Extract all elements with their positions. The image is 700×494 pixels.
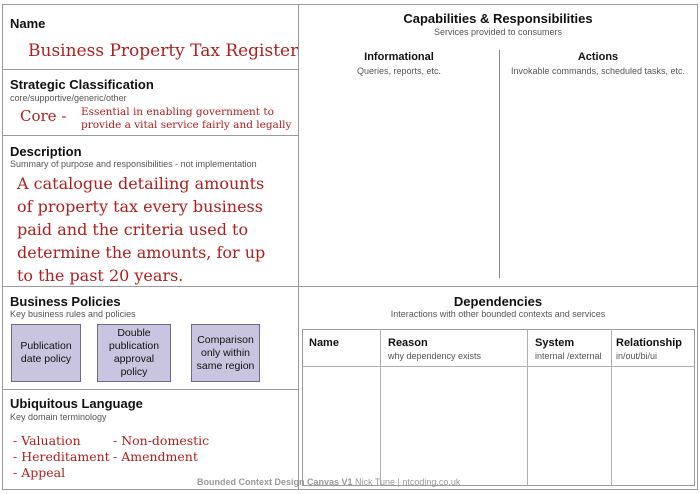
language-term: - Appeal (13, 465, 66, 480)
actions-heading: Actions (577, 51, 619, 63)
description-line: A catalogue detailing amounts (17, 174, 265, 193)
name-heading: Name (10, 16, 46, 31)
dependencies-heading: Dependencies (453, 294, 543, 309)
strategic-heading: Strategic Classification (10, 77, 154, 92)
capabilities-section (298, 4, 698, 287)
informational-heading: Informational (364, 51, 434, 63)
column-header-reason: Reason (388, 337, 428, 349)
footer-title: Bounded Context Design Canvas V1 (197, 477, 353, 487)
column-sub-relationship: in/out/bi/ui (616, 351, 658, 361)
language-term: - Non-domestic (113, 433, 210, 448)
policy-note: Double publication approval policy (97, 324, 171, 382)
dependencies-column-divider (611, 329, 612, 486)
column-sub-reason: why dependency exists (388, 351, 482, 361)
policies-subtitle: Key business rules and policies (10, 309, 136, 319)
capabilities-heading: Capabilities & Responsibilities (403, 11, 593, 26)
dependencies-header-divider (302, 366, 695, 367)
dependencies-subtitle: Interactions with other bounded contexts and services (390, 309, 606, 319)
description-line: determine the amounts, for up (17, 243, 266, 262)
footer-credit (197, 477, 460, 487)
policy-note: Comparison only within same region (191, 324, 260, 382)
policy-note: Publication date policy (11, 324, 81, 382)
description-heading: Description (10, 144, 82, 159)
language-term: - Amendment (113, 449, 198, 464)
capabilities-subtitle: Services provided to consumers (433, 27, 563, 37)
language-term: - Valuation (13, 433, 81, 448)
actions-subtitle: Invokable commands, scheduled tasks, etc. (510, 66, 686, 76)
description-subtitle: Summary of purpose and responsibilities - not implementation (10, 159, 257, 169)
language-heading: Ubiquitous Language (10, 396, 143, 411)
capabilities-divider (499, 50, 500, 278)
dependencies-column-divider (380, 329, 381, 486)
informational-subtitle: Queries, reports, etc. (356, 66, 442, 76)
dependencies-column-divider (527, 329, 528, 486)
column-header-system: System (535, 337, 575, 349)
footer-author: Nick Tune | ntcoding.co.uk (352, 477, 461, 487)
strategic-note-line1: Essential in enabling government to (81, 106, 274, 118)
strategic-note-line2: provide a vital service fairly and legally (81, 119, 292, 131)
strategic-subtitle: core/supportive/generic/other (10, 93, 127, 103)
column-header-name: Name (309, 337, 339, 349)
language-term: - Hereditament (13, 449, 110, 464)
description-line: paid and the criteria used to (17, 220, 249, 239)
description-line: to the past 20 years. (17, 266, 184, 285)
column-header-relationship: Relationship (616, 337, 683, 349)
name-value: Business Property Tax Register (28, 41, 299, 61)
strategic-value: Core - (20, 107, 67, 125)
column-sub-system: internal /external (535, 351, 602, 361)
policies-heading: Business Policies (10, 294, 121, 309)
description-line: of property tax every business (17, 197, 263, 216)
language-subtitle: Key domain terminology (10, 412, 107, 422)
